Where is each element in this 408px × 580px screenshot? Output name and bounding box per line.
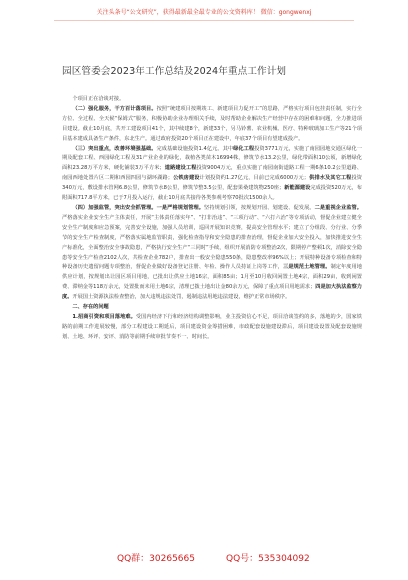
emphasis-text: 新能源建设	[284, 185, 311, 192]
body-paragraph	[62, 145, 362, 204]
paragraph-text: 按照“统建项目按期竣工、新建项目力促开工”的思路，严格实行项目包挂责任制，实行全方位、全过程、全天候“保姆式”服务，积极协助企业办理相关手续，及时帮助企业解决生产经营中存在的困难和问题，全力推进项目建设。截止10月底，共开工建设项目41个，其中续建8个，新建33个，另马铃薯、农业机械、医疗、特种玻璃加工生产等21个项目基本建成具备生产条件，东北生产。通过政府投资20个项目正在建设中，年底37个项目有望建成投产。	[62, 105, 362, 142]
emphasis-text: 1.招商引资和项目落地难。	[72, 313, 136, 320]
body-paragraph	[62, 105, 362, 145]
emphasis-text: （二）强化服务，干方百计落项目。	[72, 105, 157, 112]
qq-account-number: QQ号：535304092	[226, 554, 310, 564]
paragraph-text: 严格落实企业安全生产主体责任，开展“主体责任落实年”、“打非治违”、“三项行动”、“六打六治”等专项活动，督促企业建立健全安全生产制度和应急预案，完善安全设施，加强人员培训，巡回开展知识竞赛，提高安全管理水平；建立了分组段、分行业、分季节的安全生产检查制度，严格落实属地监管职责，强化检查指导和安全隐患的排查治理，督促企业加大安全投入，加快推进安全生产标准化，全面整治安全事故隐患，严格执行安全生产“三同时”手续，组织开展消防专项整治2次，限期停产整顿1次，消除安全隐患等安全生产检查2102人次，共检查企业782户，排查出一般安全隐患550条，隐患整改率96%以上；开展特种设备专项检查和特种设备历史遗留问题专项整治，督促企业做好设备登记注册、年检、操作人员持证上岗等工作，	[62, 214, 362, 271]
emphasis-text: 绿化工程	[233, 145, 255, 152]
body-paragraph	[62, 95, 362, 105]
document-title: 园区管委会2023年工作总结及2024年重点工作计划	[62, 66, 287, 77]
qq-group-number: QQ群：30265665	[117, 554, 195, 564]
body-paragraph	[62, 313, 362, 343]
banner-divider	[54, 20, 354, 21]
body-paragraph	[62, 204, 362, 303]
paragraph-text: 投资9004万元，重点实施了南园南街道路工程一期6条10.2公里道路、南园西地处置片区二期和西园四园与湖环湖路；	[62, 165, 362, 182]
emphasis-text: （四）加强监管，突出安全抓管理。一是严格规划管理。	[72, 204, 205, 211]
promo-banner-text: 关注头条号“公文研究”，获得最新最全最专业的公文资料库！ 微信：gongwenxj	[96, 9, 312, 16]
paragraph-text: 开展国土资源执法检查整治，加大违规违法处罚，遏制违法用地违法建设，维护正常市场秩序。	[72, 294, 291, 301]
paragraph-text: 坚持规划引领，按规划开园、划建设、促发展。	[204, 204, 315, 211]
emphasis-text: 道路建设工程	[164, 165, 197, 172]
section-heading	[62, 303, 362, 313]
emphasis-text: 四是加大执法监察力度。	[62, 284, 362, 301]
paragraph-text: 投资340万元，敷设排水管网6.8公里，修筑节水8公里，修筑节整3.5公里，配套果桑建筑物250座；	[62, 175, 362, 192]
emphasis-text: 二是重视企业监管。	[314, 204, 362, 211]
paragraph-text: 计划投资约1.27亿元，目前已完成6000万元；	[199, 175, 310, 182]
paragraph-text: 个项目正在洽谈对接。	[72, 96, 125, 102]
emphasis-text: 二、存在的问题	[72, 304, 109, 311]
promo-banner	[0, 8, 408, 21]
emphasis-text: （三）突出重点，改善环境强基础。	[72, 145, 157, 152]
paragraph-text: 受国内经济下行和经济结构调整影响，业主投资信心不足，项目洽谈签约的多，落地的少，国家铁路的前期工作进展较慢，部分工程建设工期延后，项目建设资金筹措困难，市政配套设施建设滞后，项目建设设置及配套设施规划、土地、环评、安评、消防等前期手续审批节奏不一、时间长。	[62, 313, 362, 340]
emphasis-text: 公铁房建设	[172, 175, 200, 182]
document-body	[62, 95, 362, 343]
paragraph-text: 投资3771万元，实施了南园园地交通区绿化一期及配套工程、西园绿化工程及31产业企业的绿化，栽植各类苗木16994株，修筑节水13.2公里，绿化带面积10公顷，新增绿化面积23.28万平方米，硬化铺装3万平方米；	[62, 145, 362, 172]
emphasis-text: 供排水及其它工程	[309, 175, 352, 182]
contact-footer	[0, 552, 408, 566]
paragraph-text: 制定年度用地供应计划，按规划出让园区项目用地，已批出让供应土地16宗，面积85亩；1月至10月收回闲置土地4宗，面积29亩，收到闲置费、滞纳金等118万余元，处置批而未用土地6宗，清理已拨土地出让金80余万元，保障了重点项目用地需求；	[62, 264, 362, 291]
paragraph-text: 完成基础设施投资1.4亿元。其中	[156, 145, 234, 152]
emphasis-text: 三是规范土地管理。	[283, 264, 331, 271]
paragraph-text: 完成投资520万元，布附面积717.8平方米，已于7月投入运行，截止10月底共接待各类参观考察70批次1500余人。	[62, 185, 362, 202]
